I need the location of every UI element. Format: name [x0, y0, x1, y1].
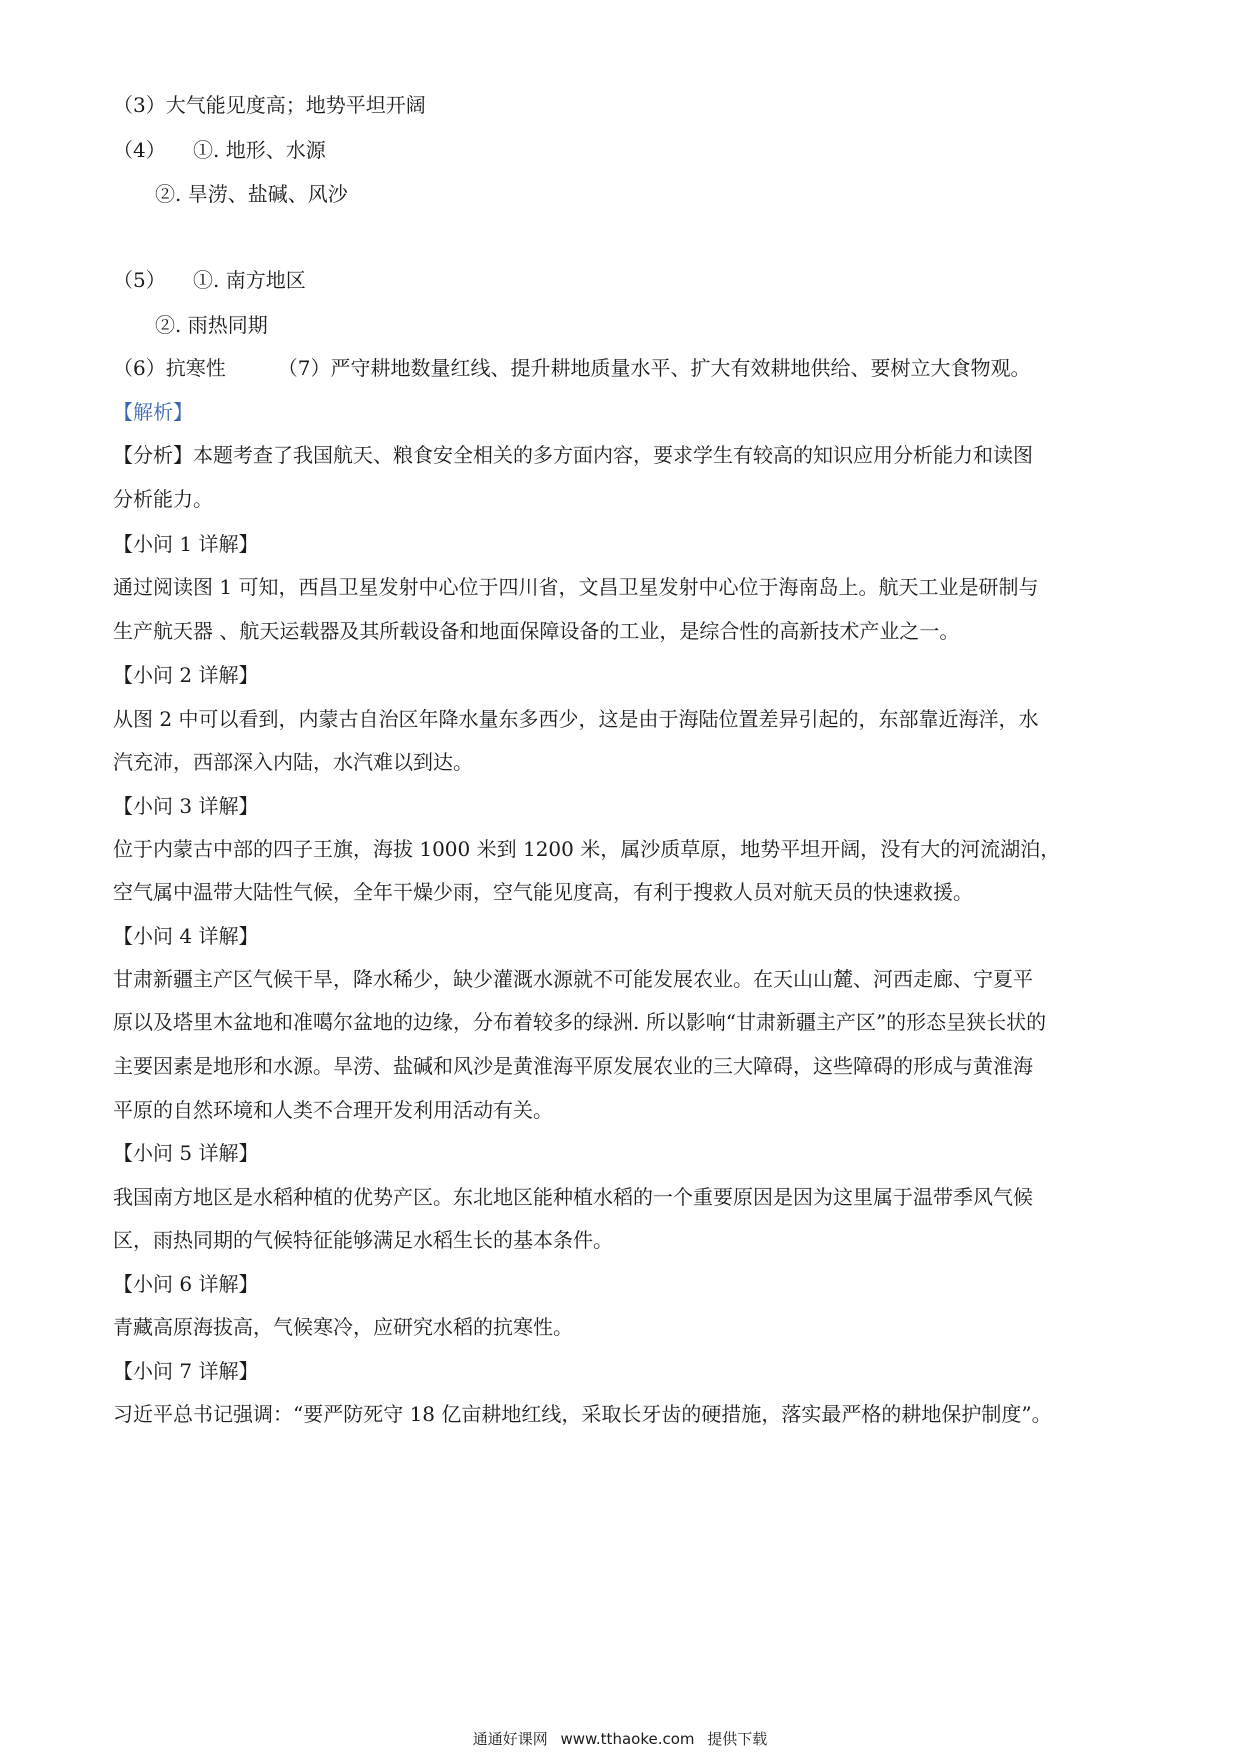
question-1-title: 【小问 1 详解】: [113, 532, 259, 556]
answer-5-part-2: ②. 雨热同期: [155, 313, 268, 337]
answer-6-7-line: [113, 354, 1133, 382]
answer-5-number: （5）: [113, 268, 166, 292]
question-2-title: 【小问 2 详解】: [113, 663, 259, 687]
question-3-text-line-2: 空气属中温带大陆性气候，全年干燥少雨，空气能见度高，有利于搜救人员对航天员的快速救援。: [113, 880, 973, 904]
question-4-text-line-1: 甘肃新疆主产区气候干旱，降水稀少，缺少灌溉水源就不可能发展农业。在天山山麓、河西走廊、宁夏平: [113, 967, 1033, 991]
answer-5-part-1: ①. 南方地区: [193, 268, 306, 292]
question-5-text-line-2: 区，雨热同期的气候特征能够满足水稻生长的基本条件。: [113, 1228, 613, 1252]
question-4-text-line-3: 主要因素是地形和水源。旱涝、盐碱和风沙是黄淮海平原发展农业的三大障碍，这些障碍的形成与黄淮海: [113, 1054, 1033, 1078]
answer-4-number: （4）: [113, 138, 166, 162]
answer-3: （3）大气能见度高；地势平坦开阔: [113, 93, 426, 117]
question-4-text-line-2: 原以及塔里木盆地和准噶尔盆地的边缘，分布着较多的绿洲. 所以影响“甘肃新疆主产区”的形态呈狭长状的: [113, 1010, 1047, 1034]
question-1-text-line-2: 生产航天器 、航天运载器及其所载设备和地面保障设备的工业，是综合性的高新技术产业之一。: [113, 619, 960, 643]
analysis-summary-line-1: 【分析】本题考查了我国航天、粮食安全相关的多方面内容，要求学生有较高的知识应用分析能力和读图: [113, 443, 1033, 467]
answer-4-part-2: ②. 旱涝、盐碱、风沙: [155, 182, 348, 206]
answer-4-part-1: ①. 地形、水源: [193, 138, 326, 162]
question-6-text-line-1: 青藏高原海拔高，气候寒冷，应研究水稻的抗寒性。: [113, 1315, 573, 1339]
answer-7: （7）严守耕地数量红线、提升耕地质量水平、扩大有效耕地供给、要树立大食物观。: [277, 356, 1031, 380]
analysis-heading: 【解析】: [113, 400, 193, 424]
answer-5-line-1: [113, 266, 1133, 294]
footer-site-name: 通通好课网: [472, 1730, 548, 1748]
question-3-text-line-1: 位于内蒙古中部的四子王旗，海拔 1000 米到 1200 米，属沙质草原，地势平坦开阔，没有大的河流湖泊，: [113, 837, 1061, 861]
question-2-text-line-1: 从图 2 中可以看到，内蒙古自治区年降水量东多西少，这是由于海陆位置差异引起的，东部靠近海洋，水: [113, 707, 1039, 731]
answer-4-line-1: [113, 136, 1133, 164]
question-7-text-line-1: 习近平总书记强调：“要严防死守 18 亿亩耕地红线，采取长牙齿的硬措施，落实最严格的耕地保护制度”。: [113, 1402, 1052, 1426]
question-7-title: 【小问 7 详解】: [113, 1359, 259, 1383]
question-4-text-line-4: 平原的自然环境和人类不合理开发利用活动有关。: [113, 1098, 553, 1122]
question-5-text-line-1: 我国南方地区是水稻种植的优势产区。东北地区能种植水稻的一个重要原因是因为这里属于温带季风气候: [113, 1185, 1033, 1209]
question-1-text-line-1: 通过阅读图 1 可知，西昌卫星发射中心位于四川省，文昌卫星发射中心位于海南岛上。航天工业是研制与: [113, 575, 1039, 599]
answer-6: （6）抗寒性: [113, 356, 226, 380]
page-footer: [0, 1729, 1240, 1749]
footer-url[interactable]: www.tthaoke.com: [560, 1730, 695, 1748]
question-4-title: 【小问 4 详解】: [113, 924, 259, 948]
question-5-title: 【小问 5 详解】: [113, 1141, 259, 1165]
analysis-summary-line-2: 分析能力。: [113, 487, 213, 511]
question-3-title: 【小问 3 详解】: [113, 794, 259, 818]
question-6-title: 【小问 6 详解】: [113, 1272, 259, 1296]
footer-suffix: 提供下载: [707, 1730, 768, 1748]
question-2-text-line-2: 汽充沛，西部深入内陆，水汽难以到达。: [113, 750, 473, 774]
